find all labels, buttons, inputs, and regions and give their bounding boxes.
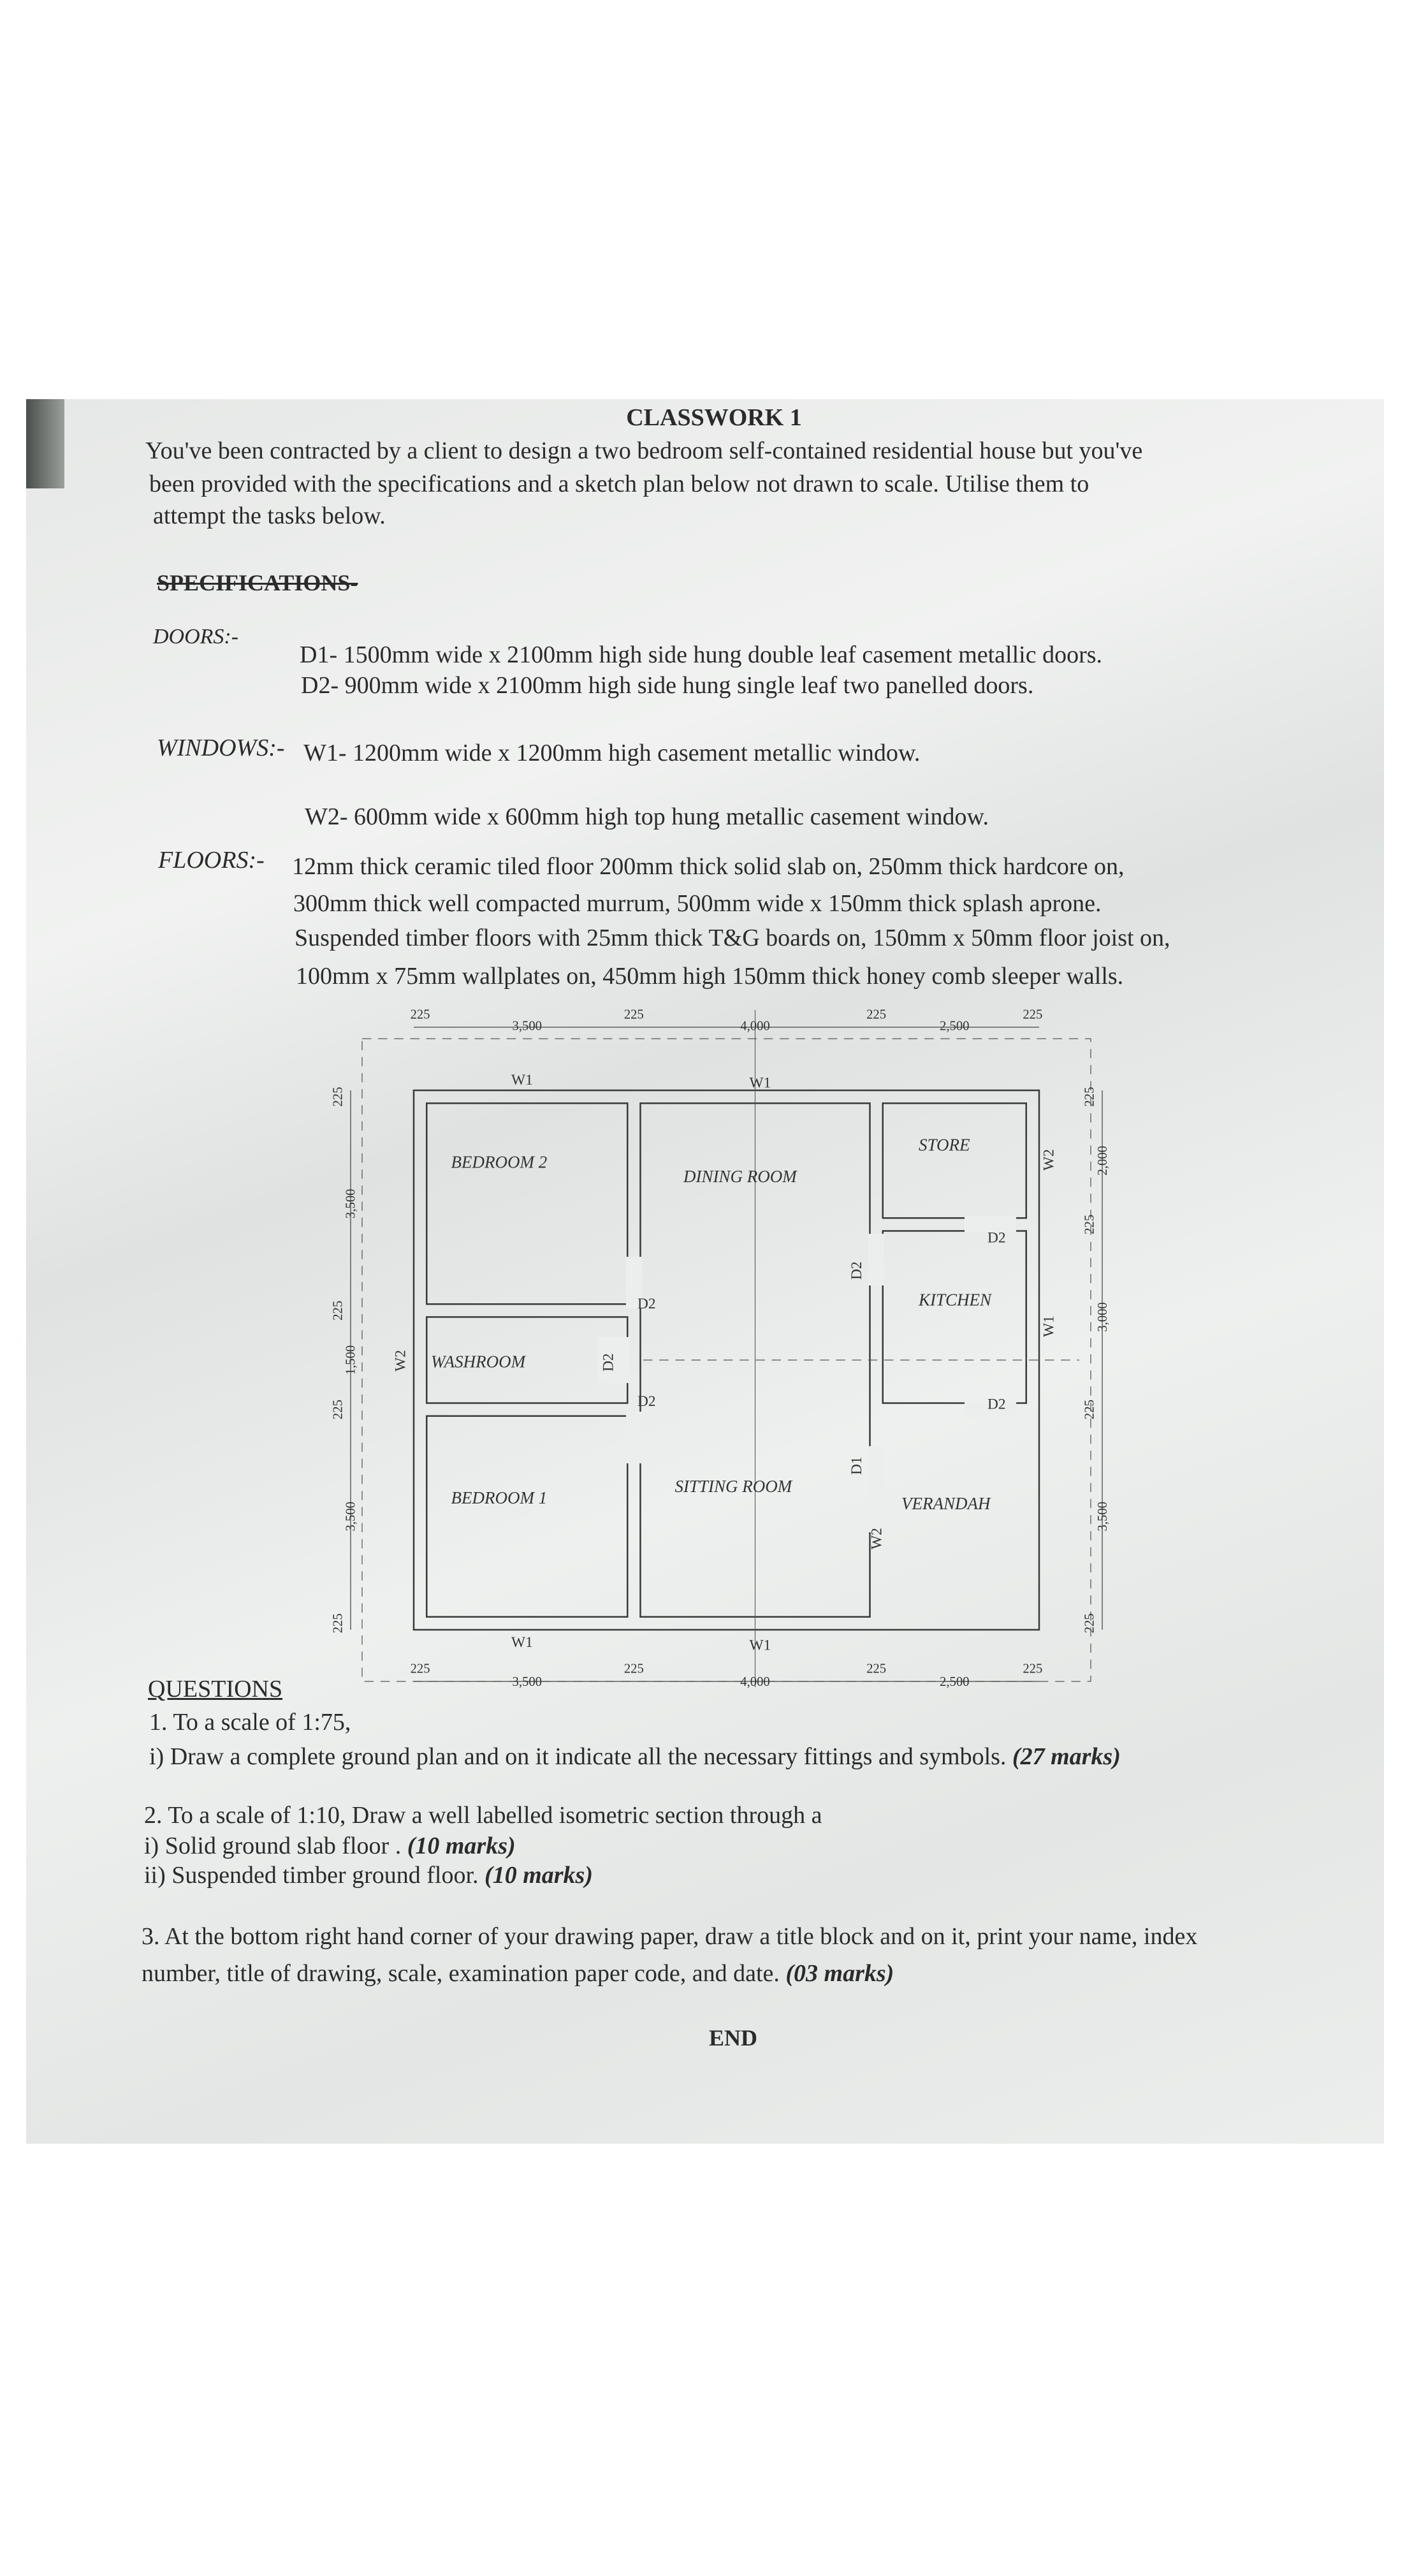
window-label-w1: W1 (749, 1074, 771, 1092)
room-label-washroom: WASHROOM (431, 1352, 526, 1372)
question-2-i-text: i) Solid ground slab floor . (144, 1833, 402, 1859)
door-label-d2: D2 (638, 1296, 656, 1312)
window-spec-w1: W1- 1200mm wide x 1200mm high casement metallic window. (303, 740, 921, 766)
dim-left: 225 (331, 1087, 346, 1107)
dim-top: 3,500 (512, 1019, 543, 1034)
question-2-ii (144, 1863, 593, 1887)
end-label: END (709, 2025, 758, 2051)
room-label-kitchen: KITCHEN (919, 1290, 992, 1310)
floors-label: FLOORS:- (158, 847, 265, 874)
dim-right: 2,000 (1096, 1145, 1111, 1176)
room-label-bedroom-2: BEDROOM 2 (451, 1152, 548, 1172)
window-label-w1: W1 (511, 1072, 533, 1088)
intro-line: been provided with the specifications and a sketch plan below not drawn to scale. Utilise them to (149, 471, 1089, 497)
question-2-ii-marks: (10 marks) (484, 1862, 593, 1889)
windows-label: WINDOWS:- (157, 735, 285, 761)
window-label-w1: W1 (511, 1634, 533, 1651)
dim-left: 3,500 (344, 1501, 358, 1532)
wall-bedroom-2 (426, 1103, 627, 1304)
dim-left: 1,500 (344, 1345, 358, 1375)
questions-heading: QUESTIONS (148, 1676, 283, 1702)
window-label-w1: W1 (1040, 1315, 1058, 1337)
wall-store (883, 1103, 1026, 1218)
question-3-line-1: 3. At the bottom right hand corner of your drawing paper, draw a title block and on it, print your name, index (142, 1923, 1198, 1950)
question-3-text: number, title of drawing, scale, examination paper code, and date. (142, 1960, 780, 1987)
floor-spec-line: 100mm x 75mm wallplates on, 450mm high 150mm thick honey comb sleeper walls. (296, 963, 1124, 990)
door-label-d2: D2 (987, 1396, 1006, 1413)
dim-right: 225 (1082, 1214, 1097, 1234)
question-2-i-marks: (10 marks) (407, 1833, 516, 1859)
room-label-store: STORE (919, 1135, 970, 1155)
question-2: 2. To a scale of 1:10, Draw a well labelled isometric section through a (144, 1802, 822, 1829)
question-2-i (144, 1834, 516, 1858)
specifications-heading: SPECIFICATIONS- (157, 570, 358, 596)
door-label-d2: D2 (849, 1261, 865, 1280)
room-label-bedroom-1: BEDROOM 1 (451, 1488, 548, 1507)
room-label-dining: DINING ROOM (683, 1167, 797, 1186)
dim-top: 225 (1023, 1007, 1043, 1022)
question-1: 1. To a scale of 1:75, (149, 1709, 351, 1736)
dim-right: 225 (1082, 1087, 1097, 1107)
window-label-w2: W2 (868, 1528, 885, 1549)
room-label-verandah: VERANDAH (901, 1494, 991, 1513)
dim-top: 225 (410, 1007, 430, 1022)
door-spec-d2: D2- 900mm wide x 2100mm high side hung single leaf two panelled doors. (301, 672, 1034, 699)
dim-top: 4,000 (740, 1019, 770, 1034)
floor-spec-line: Suspended timber floors with 25mm thick T&G boards on, 150mm x 50mm floor joist on, (295, 925, 1170, 951)
dim-left: 225 (331, 1613, 346, 1634)
question-1-i-marks: (27 marks) (1012, 1743, 1121, 1770)
dim-top: 2,500 (939, 1019, 970, 1034)
door-label-d1: D1 (849, 1456, 865, 1475)
room-label-sitting: SITTING ROOM (674, 1477, 792, 1496)
door-label-d2: D2 (987, 1229, 1006, 1247)
door-label-d2: D2 (600, 1353, 617, 1372)
wall-bedroom-1 (426, 1416, 627, 1617)
intro-line: attempt the tasks below. (153, 502, 386, 529)
question-1-i (149, 1745, 1121, 1769)
dim-left: 225 (331, 1300, 346, 1321)
dim-bottom: 225 (410, 1662, 430, 1676)
dim-bottom: 225 (1023, 1662, 1043, 1676)
dim-bottom: 225 (623, 1662, 644, 1676)
door-label-d2: D2 (638, 1393, 656, 1410)
question-3-line-2 (142, 1961, 894, 1986)
page-title: CLASSWORK 1 (626, 404, 802, 431)
window-label-w2: W2 (392, 1350, 409, 1372)
floor-plan-sketch (328, 1004, 1125, 1716)
floor-spec-line: 300mm thick well compacted murrum, 500mm wide x 150mm thick splash aprone. (293, 890, 1102, 917)
dim-right: 225 (1082, 1400, 1097, 1420)
dim-right: 3,500 (1096, 1501, 1111, 1532)
dim-bottom: 4,000 (740, 1675, 770, 1690)
dim-bottom: 2,500 (939, 1675, 970, 1690)
window-spec-w2: W2- 600mm wide x 600mm high top hung metallic casement window. (305, 803, 989, 830)
dim-right: 3,000 (1096, 1302, 1111, 1332)
dim-right: 225 (1082, 1613, 1097, 1634)
dim-top: 225 (866, 1007, 887, 1022)
dim-bottom: 225 (866, 1662, 887, 1676)
doors-label: DOORS:- (153, 625, 239, 648)
dim-left: 3,500 (344, 1189, 358, 1219)
dim-left: 225 (331, 1400, 346, 1420)
door-spec-d1: D1- 1500mm wide x 2100mm high side hung double leaf casement metallic doors. (300, 641, 1103, 668)
window-label-w2: W2 (1040, 1149, 1058, 1171)
question-3-marks: (03 marks) (785, 1960, 894, 1987)
floor-spec-line: 12mm thick ceramic tiled floor 200mm thick solid slab on, 250mm thick hardcore on, (292, 853, 1125, 880)
window-label-w1: W1 (749, 1637, 771, 1654)
dim-bottom: 3,500 (512, 1675, 543, 1690)
intro-line: You've been contracted by a client to design a two bedroom self-contained residential house but you've (145, 437, 1143, 464)
question-1-i-text: i) Draw a complete ground plan and on it indicate all the necessary fittings and symbols. (149, 1743, 1007, 1770)
dim-top: 225 (623, 1007, 644, 1022)
question-2-ii-text: ii) Suspended timber ground floor. (144, 1862, 479, 1889)
wall-kitchen (883, 1231, 1026, 1403)
